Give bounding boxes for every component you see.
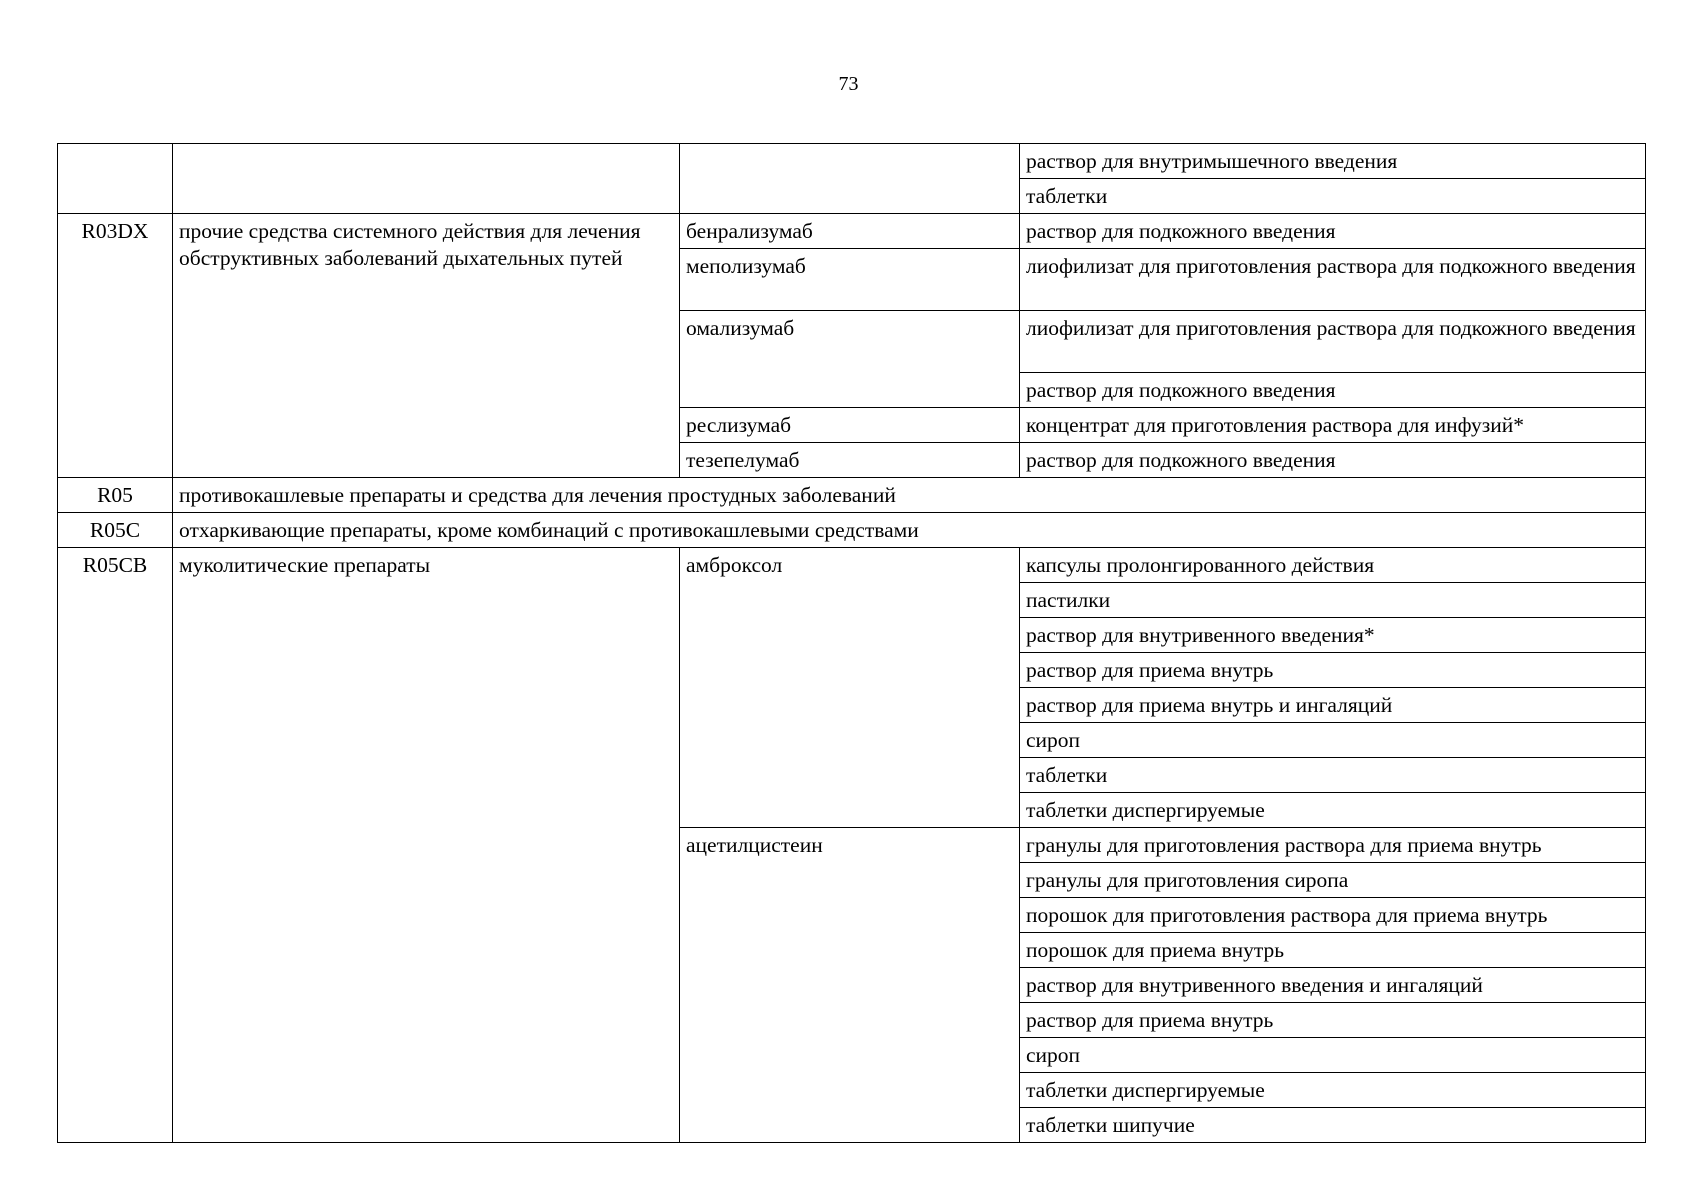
dosage-form-cell: раствор для подкожного введения [1020, 373, 1646, 408]
dosage-form-cell: таблетки диспергируемые [1020, 1073, 1646, 1108]
dosage-form-cell: раствор для подкожного введения [1020, 214, 1646, 249]
drug-name-cell: омализумаб [680, 311, 1020, 408]
code-cell: R05C [58, 513, 173, 548]
drug-name-cell: меполизумаб [680, 249, 1020, 311]
code-cell [58, 144, 173, 214]
dosage-form-cell: раствор для приема внутрь [1020, 1003, 1646, 1038]
dosage-form-cell: порошок для приема внутрь [1020, 933, 1646, 968]
dosage-form-cell: раствор для внутримышечного введения [1020, 144, 1646, 179]
dosage-form-cell: раствор для подкожного введения [1020, 443, 1646, 478]
table-row [58, 513, 1646, 548]
code-cell: R05CB [58, 548, 173, 1143]
dosage-form-cell: капсулы пролонгированного действия [1020, 548, 1646, 583]
table-row [58, 478, 1646, 513]
drug-name-cell: амброксол [680, 548, 1020, 828]
drug-name-cell [680, 144, 1020, 214]
group-name-cell: муколитические препараты [173, 548, 680, 1143]
drug-name-cell: ацетилцистеин [680, 828, 1020, 1143]
group-name-cell: прочие средства системного действия для лечения обструктивных заболеваний дыхательных путей [173, 214, 680, 478]
table-row [58, 144, 1646, 179]
drug-name-cell: бенрализумаб [680, 214, 1020, 249]
dosage-form-cell: раствор для внутривенного введения и ингаляций [1020, 968, 1646, 1003]
table-row [58, 214, 1646, 249]
dosage-form-cell: раствор для приема внутрь [1020, 653, 1646, 688]
dosage-form-cell: раствор для внутривенного введения* [1020, 618, 1646, 653]
dosage-form-cell: сироп [1020, 723, 1646, 758]
dosage-form-cell: гранулы для приготовления сиропа [1020, 863, 1646, 898]
dosage-form-cell: лиофилизат для приготовления раствора для подкожного введения [1020, 311, 1646, 373]
dosage-form-cell: сироп [1020, 1038, 1646, 1073]
group-name-cell [173, 144, 680, 214]
page-number: 73 [838, 73, 859, 95]
dosage-form-cell: порошок для приготовления раствора для приема внутрь [1020, 898, 1646, 933]
code-cell: R03DX [58, 214, 173, 478]
drug-name-cell: тезепелумаб [680, 443, 1020, 478]
group-name-cell: отхаркивающие препараты, кроме комбинаций с противокашлевыми средствами [173, 513, 1646, 548]
drug-name-cell: реслизумаб [680, 408, 1020, 443]
table-row [58, 548, 1646, 583]
dosage-form-cell: таблетки [1020, 758, 1646, 793]
dosage-form-cell: пастилки [1020, 583, 1646, 618]
dosage-form-cell: таблетки шипучие [1020, 1108, 1646, 1143]
dosage-form-cell: лиофилизат для приготовления раствора для подкожного введения [1020, 249, 1646, 311]
dosage-form-cell: концентрат для приготовления раствора для инфузий* [1020, 408, 1646, 443]
dosage-form-cell: таблетки [1020, 179, 1646, 214]
dosage-form-cell: раствор для приема внутрь и ингаляций [1020, 688, 1646, 723]
code-cell: R05 [58, 478, 173, 513]
dosage-form-cell: таблетки диспергируемые [1020, 793, 1646, 828]
drug-table [57, 143, 1646, 1143]
dosage-form-cell: гранулы для приготовления раствора для приема внутрь [1020, 828, 1646, 863]
group-name-cell: противокашлевые препараты и средства для лечения простудных заболеваний [173, 478, 1646, 513]
